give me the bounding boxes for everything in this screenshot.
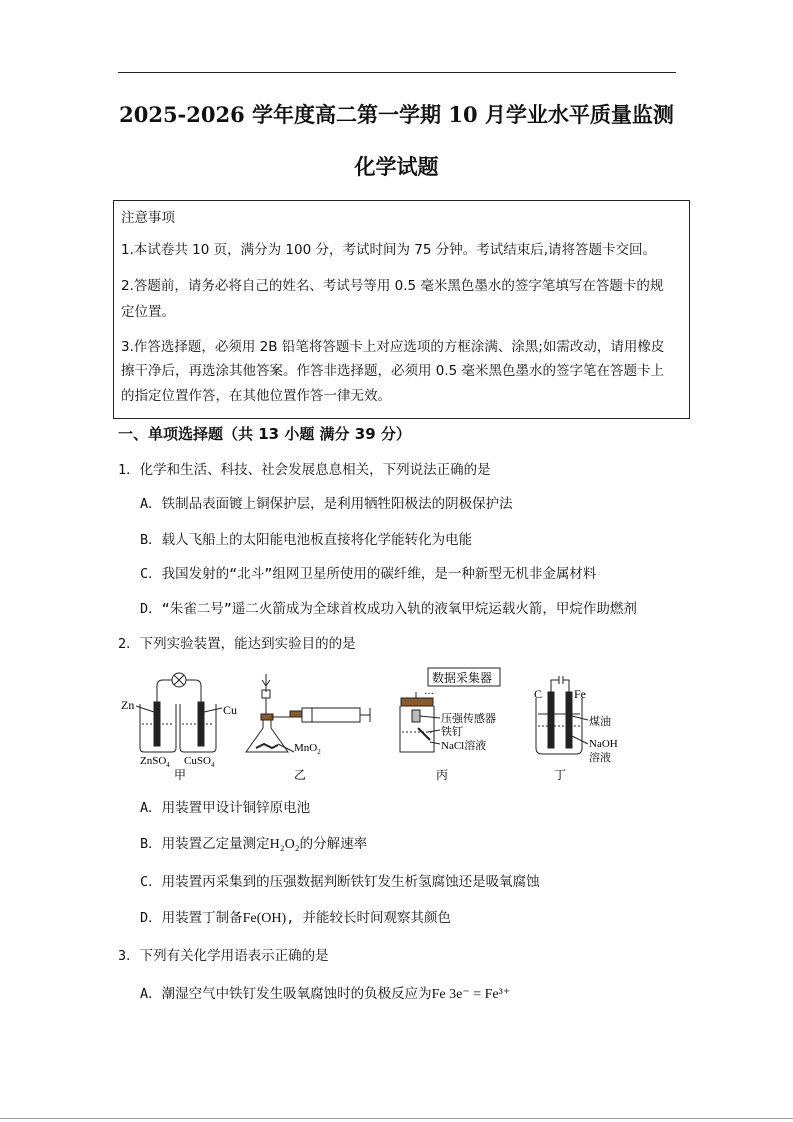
jia-caption: 甲 bbox=[174, 768, 187, 782]
q2-apparatus-figure bbox=[118, 664, 638, 784]
iron-hydroxide-formula: Fe(OH) bbox=[242, 911, 287, 926]
ding-oil-label: 煤油 bbox=[589, 716, 611, 728]
q2-option-b bbox=[140, 832, 367, 853]
ding-caption: 丁 bbox=[554, 768, 567, 782]
bing-dots: ··· bbox=[424, 689, 434, 700]
jia-copper-sulfate-label: CuSO$_4$ bbox=[184, 755, 215, 769]
h2o2-formula: H₂O₂ bbox=[269, 837, 300, 852]
q2-option-d bbox=[140, 906, 451, 927]
q3-option-a-text: A．潮湿空气中铁钉发生吸氧腐蚀时的负极反应为 bbox=[140, 986, 432, 1002]
apparatus-jia bbox=[136, 673, 222, 752]
notice-item-3-line1: 3.作答选择题，必须用 2B 铅笔将答题卡上对应选项的方框涂满、涂黑;如需改动，请用橡皮 bbox=[121, 339, 665, 355]
q2-option-b-text: B．用装置乙定量测定 bbox=[140, 836, 270, 852]
bing-collector-label: 数据采集器 bbox=[432, 671, 493, 685]
jia-cu-label: Cu bbox=[223, 703, 238, 717]
yi-mno2-label: MnO$_2$ bbox=[294, 742, 321, 756]
q2-option-d-tail: , 并能较长时间观察其颜色 bbox=[286, 910, 451, 926]
q1-stem: 1．化学和生活、科技、社会发展息息相关，下列说法正确的是 bbox=[118, 462, 491, 478]
ding-fe-label: Fe bbox=[574, 687, 586, 701]
q1-option-d: D．“朱雀二号”遥二火箭成为全球首枚成功入轨的液氧甲烷运载火箭，甲烷作助燃剂 bbox=[140, 601, 637, 617]
q3-option-a bbox=[140, 982, 510, 1003]
ding-liquid-label: 溶液 bbox=[589, 752, 611, 764]
bing-solution-label: NaCl溶液 bbox=[441, 740, 487, 752]
q2-option-d-text: D．用装置丁制备 bbox=[140, 910, 243, 926]
bing-sensor-label: 压强传感器 bbox=[441, 713, 496, 725]
notice-item-2-line1: 2.答题前，请务必将自己的姓名、考试号等用 0.5 毫米黑色墨水的签字笔填写在答题卡的规 bbox=[121, 278, 664, 294]
q1-option-c: C．我国发射的“北斗”组网卫星所使用的碳纤维，是一种新型无机非金属材料 bbox=[140, 566, 597, 582]
notice-box bbox=[113, 200, 690, 419]
notice-item-2-line2: 定位置。 bbox=[121, 304, 175, 320]
notice-heading: 注意事项 bbox=[121, 210, 175, 226]
ding-c-label: C bbox=[534, 687, 543, 701]
header-rule bbox=[118, 72, 676, 73]
q1-option-b: B．载人飞船上的太阳能电池板直接将化学能转化为电能 bbox=[140, 532, 473, 548]
bing-caption: 丙 bbox=[436, 768, 449, 782]
q3-stem: 3．下列有关化学用语表示正确的是 bbox=[118, 948, 329, 964]
exam-subject: 化学试题 bbox=[354, 154, 439, 179]
page-bottom-rule bbox=[0, 1118, 793, 1119]
apparatus-yi bbox=[246, 674, 370, 752]
section-heading: 一、单项选择题（共 13 小题 满分 39 分） bbox=[118, 425, 411, 443]
notice-item-3-line3: 的指定位置作答，在其他位置作答一律无效。 bbox=[121, 388, 391, 404]
bing-nail-label: 铁钉 bbox=[441, 726, 463, 738]
ding-naoh-label: NaOH bbox=[589, 738, 618, 750]
q1-option-a: A．铁制品表面镀上铜保护层，是利用牺牲阳极法的阴极保护法 bbox=[140, 496, 513, 512]
exam-title: 2025-2026 学年度高二第一学期 10 月学业水平质量监测 bbox=[119, 102, 674, 127]
q2-option-a: A．用装置甲设计铜锌原电池 bbox=[140, 800, 311, 816]
q2-option-c: C．用装置丙采集到的压强数据判断铁钉发生析氢腐蚀还是吸氧腐蚀 bbox=[140, 874, 540, 890]
notice-item-1: 1.本试卷共 10 页，满分为 100 分，考试时间为 75 分钟。考试结束后,请将答题卡交回。 bbox=[121, 242, 657, 258]
q2-option-b-tail: 的分解速率 bbox=[299, 836, 368, 852]
jia-zn-label: Zn bbox=[121, 698, 135, 712]
yi-caption: 乙 bbox=[294, 768, 307, 782]
jia-zinc-sulfate-label: ZnSO$_4$ bbox=[140, 755, 170, 769]
notice-item-3-line2: 擦干净后，再选涂其他答案。作答非选择题，必须用 0.5 毫米黑色墨水的签字笔在答题卡上 bbox=[121, 363, 665, 379]
iron-half-reaction: Fe 3e⁻ = Fe³⁺ bbox=[431, 987, 511, 1002]
q2-stem: 2．下列实验装置，能达到实验目的的是 bbox=[118, 636, 356, 652]
